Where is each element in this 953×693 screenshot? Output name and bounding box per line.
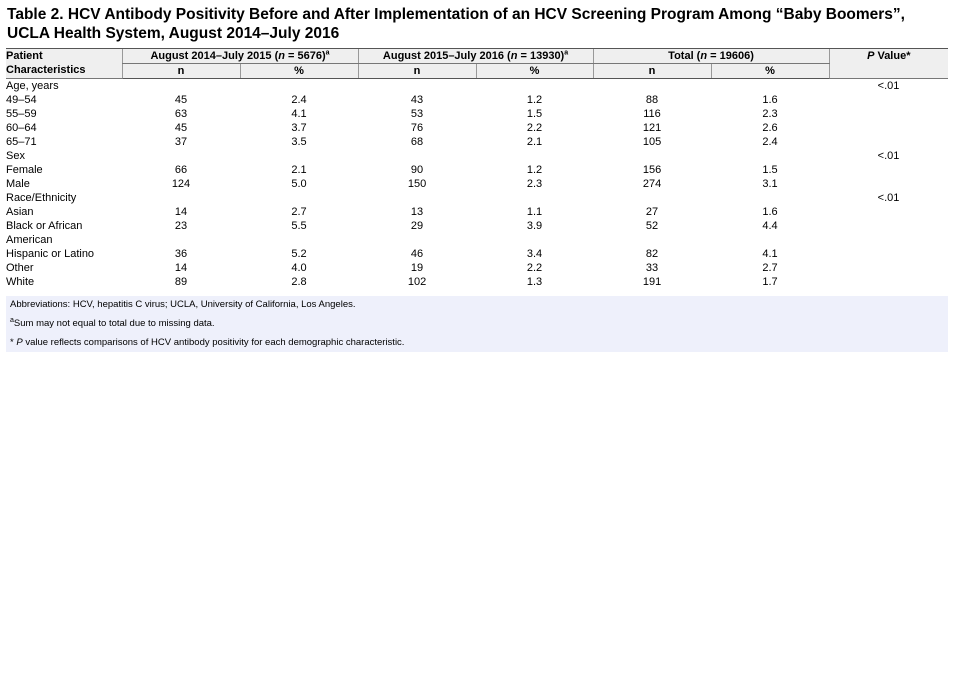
p-value-cell: <.01 bbox=[877, 192, 900, 204]
percent-cell: 2.7 bbox=[762, 262, 778, 274]
percent-cell: 2.3 bbox=[526, 178, 543, 190]
section-row bbox=[6, 191, 948, 205]
count-cell: 13 bbox=[410, 206, 424, 218]
percent-cell: 2.4 bbox=[291, 94, 307, 106]
count-cell: 29 bbox=[410, 220, 424, 232]
header-group-2014-2015: August 2014–July 2015 (n = 5676)$^a$ bbox=[122, 49, 358, 64]
row-label: Female bbox=[6, 164, 43, 176]
table-row bbox=[6, 205, 948, 219]
count-cell: 116 bbox=[643, 108, 661, 120]
p-value-cell bbox=[829, 93, 948, 107]
percent-cell: 2.2 bbox=[526, 262, 543, 274]
table-row bbox=[6, 121, 948, 135]
table-row bbox=[6, 261, 948, 275]
p-value-cell bbox=[829, 121, 948, 135]
table-title: Table 2. HCV Antibody Positivity Before and After Implementation of an HCV Screening Program Among “Baby Boomers”, UCLA Health System, August 2014–July 2016 bbox=[7, 6, 905, 42]
percent-cell: 1.6 bbox=[762, 94, 778, 106]
table-row bbox=[6, 107, 948, 121]
row-label: 49–54 bbox=[6, 94, 37, 106]
count-cell: 90 bbox=[410, 164, 424, 176]
section-label: Race/Ethnicity bbox=[6, 192, 77, 204]
percent-cell: 1.5 bbox=[526, 108, 543, 120]
table-row bbox=[6, 177, 948, 191]
row-label: Hispanic or Latino bbox=[6, 248, 95, 260]
count-cell: 68 bbox=[410, 136, 424, 148]
count-cell: 82 bbox=[645, 248, 659, 260]
table-row bbox=[6, 275, 948, 289]
count-cell: 89 bbox=[174, 276, 188, 288]
section-label: Age, years bbox=[6, 80, 59, 92]
count-cell: 45 bbox=[174, 94, 188, 106]
row-label: 60–64 bbox=[6, 122, 37, 134]
header-group-2015-2016: August 2015–July 2016 (n = 13930)$^a$ bbox=[358, 49, 593, 64]
row-label: Other bbox=[6, 262, 34, 274]
p-value-cell: <.01 bbox=[877, 80, 900, 92]
percent-cell: 3.5 bbox=[291, 136, 307, 148]
header-sub-pct: % bbox=[711, 64, 829, 79]
percent-cell: 2.3 bbox=[762, 108, 778, 120]
section-row bbox=[6, 149, 948, 163]
percent-cell: 4.0 bbox=[291, 262, 307, 274]
count-cell: 23 bbox=[174, 220, 188, 232]
row-label: Male bbox=[6, 178, 30, 190]
count-cell: 156 bbox=[642, 164, 662, 176]
p-value-cell bbox=[829, 219, 948, 233]
percent-cell: 1.2 bbox=[526, 164, 543, 176]
percent-cell: 2.2 bbox=[526, 122, 543, 134]
count-cell: 43 bbox=[410, 94, 424, 106]
count-cell: 52 bbox=[645, 220, 659, 232]
count-cell: 121 bbox=[642, 122, 662, 134]
header-sub-pct: % bbox=[476, 64, 593, 79]
count-cell: 36 bbox=[174, 248, 188, 260]
percent-cell: 4.1 bbox=[762, 248, 778, 260]
percent-cell: 2.8 bbox=[291, 276, 307, 288]
count-cell: 124 bbox=[171, 178, 191, 190]
count-cell: 46 bbox=[410, 248, 424, 260]
table-row bbox=[6, 135, 948, 149]
count-cell: 191 bbox=[642, 276, 662, 288]
count-cell: 45 bbox=[174, 122, 188, 134]
table-row bbox=[6, 163, 948, 177]
percent-cell: 1.5 bbox=[762, 164, 778, 176]
count-cell: 105 bbox=[642, 136, 662, 148]
percent-cell: 1.7 bbox=[762, 276, 778, 288]
table-row bbox=[6, 247, 948, 261]
percent-cell: 1.1 bbox=[526, 206, 543, 218]
percent-cell: 3.9 bbox=[526, 220, 543, 232]
percent-cell: 1.6 bbox=[762, 206, 778, 218]
percent-cell: 2.4 bbox=[762, 136, 778, 148]
section-row bbox=[6, 79, 948, 94]
count-cell: 66 bbox=[174, 164, 188, 176]
p-value-cell bbox=[829, 261, 948, 275]
p-value-cell bbox=[829, 233, 948, 247]
p-value-cell bbox=[829, 177, 948, 191]
p-value-cell bbox=[829, 275, 948, 289]
count-cell: 33 bbox=[645, 262, 659, 274]
table-row bbox=[6, 93, 948, 107]
count-cell: 37 bbox=[174, 136, 188, 148]
header-sub-n: n bbox=[358, 64, 476, 79]
section-label: Sex bbox=[6, 150, 25, 162]
data-table bbox=[6, 48, 948, 289]
table-body bbox=[6, 79, 948, 290]
percent-cell: 5.5 bbox=[291, 220, 307, 232]
count-cell: 150 bbox=[407, 178, 427, 190]
table-row bbox=[6, 219, 948, 233]
percent-cell: 1.3 bbox=[526, 276, 543, 288]
header-row-groups bbox=[6, 49, 948, 64]
percent-cell: 3.7 bbox=[291, 122, 307, 134]
header-patient-characteristics: Patient Characteristics bbox=[6, 49, 122, 79]
count-cell: 27 bbox=[645, 206, 659, 218]
percent-cell: 2.7 bbox=[291, 206, 307, 218]
p-value-cell bbox=[829, 163, 948, 177]
section-row bbox=[6, 233, 948, 247]
percent-cell: 3.4 bbox=[526, 248, 543, 260]
percent-cell: 2.1 bbox=[526, 136, 543, 148]
header-p-value: P Value* bbox=[829, 49, 948, 79]
percent-cell: 4.1 bbox=[291, 108, 307, 120]
header-sub-pct: % bbox=[240, 64, 358, 79]
percent-cell: 3.1 bbox=[762, 178, 778, 190]
footnote-abbreviations: Abbreviations: HCV, hepatitis C virus; UCLA, University of California, Los Angeles. bbox=[10, 299, 356, 310]
count-cell: 88 bbox=[645, 94, 659, 106]
p-value-cell bbox=[829, 135, 948, 149]
count-cell: 63 bbox=[174, 108, 188, 120]
footnote-pvalue: * P value reflects comparisons of HCV antibody positivity for each demographic characteristic. bbox=[10, 337, 405, 348]
count-cell: 53 bbox=[410, 108, 424, 120]
percent-cell: 2.6 bbox=[762, 122, 778, 134]
count-cell: 102 bbox=[407, 276, 427, 288]
header-sub-n: n bbox=[122, 64, 240, 79]
header-row-subcolumns bbox=[6, 64, 948, 79]
header-group-total: Total (n = 19606) bbox=[593, 49, 829, 64]
p-value-cell bbox=[829, 107, 948, 121]
row-label: Black or African bbox=[6, 220, 83, 232]
count-cell: 14 bbox=[174, 206, 188, 218]
footnotes bbox=[6, 296, 948, 352]
row-label: 65–71 bbox=[6, 136, 37, 148]
percent-cell: 1.2 bbox=[526, 94, 543, 106]
row-label: White bbox=[6, 276, 35, 288]
row-label: Asian bbox=[6, 206, 34, 218]
p-value-cell: <.01 bbox=[877, 150, 900, 162]
p-value-cell bbox=[829, 205, 948, 219]
count-cell: 76 bbox=[410, 122, 424, 134]
count-cell: 274 bbox=[642, 178, 662, 190]
count-cell: 14 bbox=[174, 262, 188, 274]
row-label: 55–59 bbox=[6, 108, 37, 120]
percent-cell: 5.0 bbox=[291, 178, 307, 190]
count-cell: 19 bbox=[410, 262, 424, 274]
section-label: American bbox=[6, 234, 53, 246]
header-sub-n: n bbox=[593, 64, 711, 79]
percent-cell: 4.4 bbox=[762, 220, 778, 232]
percent-cell: 5.2 bbox=[291, 248, 307, 260]
p-value-cell bbox=[829, 247, 948, 261]
percent-cell: 2.1 bbox=[291, 164, 307, 176]
footnote-a: $^a$Sum may not equal to total due to missing data. bbox=[10, 316, 215, 329]
